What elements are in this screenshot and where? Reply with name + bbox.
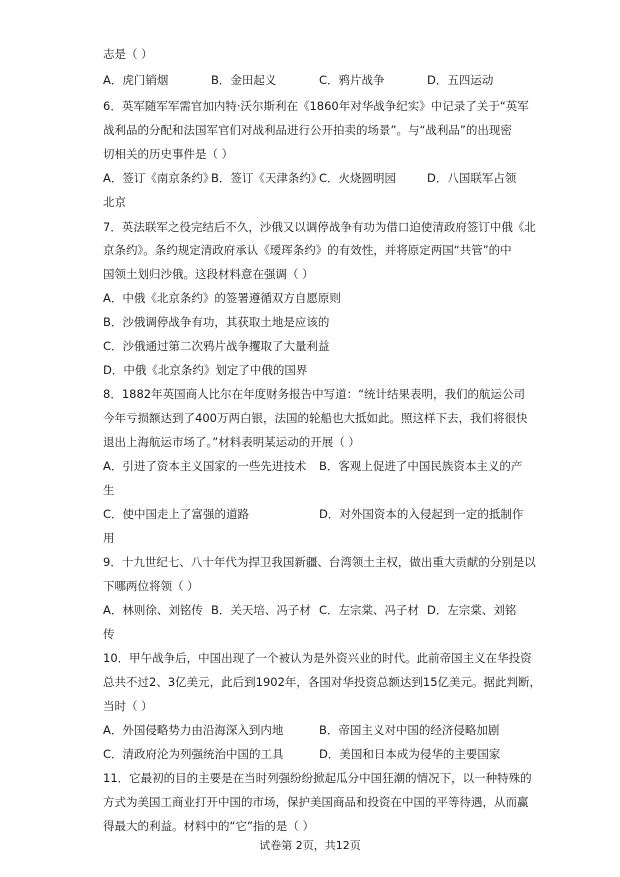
- q8-option-a[interactable]: A．引进了资本主义国家的一些先进技术: [103, 459, 307, 473]
- q6-option-a[interactable]: A．签订《南京条约》: [103, 171, 215, 185]
- q9-option-c[interactable]: C．左宗棠、冯子材: [319, 603, 420, 617]
- q10-option-b[interactable]: B．帝国主义对中国的经济侵略加剧: [319, 723, 500, 737]
- q6-option-b[interactable]: B．签订《天津条约》: [211, 171, 323, 185]
- q6-stem-line-1: 6．英军随军军需官加内特·沃尔斯利在《1860年对华战争纪实》中记录了关于“英军: [103, 99, 529, 113]
- q10-options-row-2: [103, 747, 517, 761]
- q11-stem-line-1: 11．它最初的目的主要是在当时列强纷纷掀起瓜分中国狂潮的情况下，以一种特殊的: [103, 771, 532, 785]
- q5-option-b[interactable]: B．金田起义: [211, 73, 277, 87]
- q8-option-c[interactable]: C．使中国走上了富强的道路: [103, 507, 250, 521]
- q9-option-b[interactable]: B．关天培、冯子材: [211, 603, 311, 617]
- q10-option-a[interactable]: A．外国侵略势力由沿海深入到内地: [103, 723, 284, 737]
- q7-option-d[interactable]: D．中俄《北京条约》划定了中俄的国界: [103, 363, 308, 377]
- q7-option-b[interactable]: B．沙俄调停战争有功，其获取土地是应该的: [103, 315, 330, 329]
- q6-option-d[interactable]: D．八国联军占领: [427, 171, 517, 185]
- q6-option-c[interactable]: C．火烧圆明园: [319, 171, 397, 185]
- q5-option-c[interactable]: C．鸦片战争: [319, 73, 385, 87]
- q6-option-d-wrap: 北京: [103, 195, 126, 209]
- q10-option-d[interactable]: D．美国和日本成为侵华的主要国家: [319, 747, 501, 761]
- q10-stem-line-1: 10．甲午战争后，中国出现了一个被认为是外资兴业的时代。此前帝国主义在华投资: [103, 651, 532, 665]
- q8-options-row-1: [103, 459, 523, 473]
- q7-stem-line-2: 京条约》。条约规定清政府承认《瑷珲条约》的有效性，并将原定两国“共管”的中: [103, 243, 512, 257]
- q8-option-b[interactable]: B．客观上促进了中国民族资本主义的产: [319, 459, 523, 473]
- q5-option-d[interactable]: D．五四运动: [427, 73, 494, 87]
- q8-stem-line-1: 8．1882年英国商人比尔在年度财务报告中写道：“统计结果表明，我们的航运公司: [103, 387, 526, 401]
- q11-stem-line-3: 得最大的利益。材料中的“它”指的是（ ）: [103, 819, 315, 833]
- q9-option-a[interactable]: A．林则徐、刘铭传: [103, 603, 203, 617]
- q5-option-a[interactable]: A．虎门销烟: [103, 73, 169, 87]
- q5-options: [103, 73, 517, 87]
- q9-option-d-wrap: 传: [103, 627, 115, 641]
- q10-options-row-1: [103, 723, 517, 737]
- q5-stem-tail: 志是（ ）: [103, 47, 153, 61]
- q7-stem-line-3: 国领土划归沙俄。这段材料意在强调（ ）: [103, 267, 314, 281]
- q8-option-b-wrap: 生: [103, 483, 115, 497]
- q9-option-d[interactable]: D．左宗棠、刘铭: [427, 603, 517, 617]
- q6-stem-line-3: 切相关的历史事件是（ ）: [103, 147, 234, 161]
- q7-stem-line-1: 7．英法联军之役完结后不久，沙俄又以调停战争有功为借口迫使清政府签订中俄《北: [103, 220, 536, 234]
- q9-options: [103, 603, 517, 617]
- q8-stem-line-3: 退出上海航运市场了。”材料表明某运动的开展（ ）: [103, 435, 360, 449]
- q7-option-c[interactable]: C．沙俄通过第二次鸦片战争攫取了大量利益: [103, 339, 330, 353]
- q8-stem-line-2: 今年亏损额达到了400万两白银，法国的轮船也大抵如此。照这样下去，我们将很快: [103, 411, 528, 425]
- q9-stem-line-1: 9．十九世纪七、八十年代为捍卫我国新疆、台湾领土主权，做出重大贡献的分别是以: [103, 555, 536, 569]
- q10-option-c[interactable]: C．清政府沦为列强统治中国的工具: [103, 747, 284, 761]
- q8-option-d-wrap: 用: [103, 531, 115, 545]
- q8-options-row-2: [103, 507, 524, 521]
- q11-stem-line-2: 方式为美国工商业打开中国的市场，保护美国商品和投资在中国的平等待遇，从而赢: [103, 795, 529, 809]
- q9-stem-line-2: 下哪两位将领（ ）: [103, 579, 199, 593]
- q10-stem-line-2: 总共不过2、3亿美元，此后到1902年，各国对华投资总额达到15亿美元。据此判断，: [103, 675, 542, 689]
- q7-option-a[interactable]: A．中俄《北京条约》的签署遵循双方自愿原则: [103, 291, 341, 305]
- q8-option-d[interactable]: D．对外国资本的入侵起到一定的抵制作: [319, 507, 524, 521]
- q6-stem-line-2: 战利品的分配和法国军官们对战利品进行公开拍卖的场景”。与“战利品”的出现密: [103, 123, 512, 137]
- q10-stem-line-3: 当时（ ）: [103, 699, 153, 713]
- page-footer: 试卷第 2页，共12页: [259, 839, 361, 852]
- q6-options: [103, 171, 517, 185]
